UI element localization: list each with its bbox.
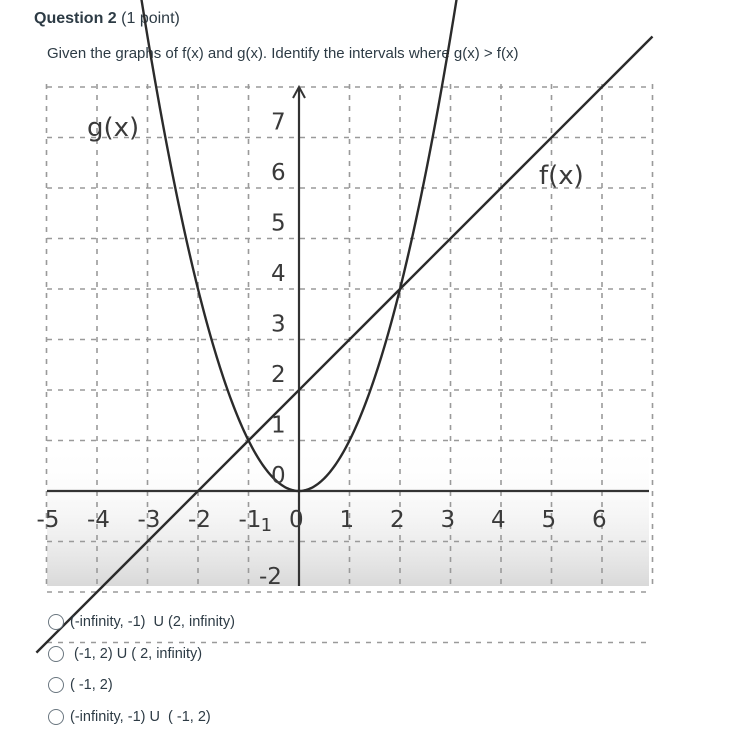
y-tick-label: 3 [271, 311, 286, 338]
answer-label: (-infinity, -1) U ( -1, 2) [70, 708, 211, 725]
x-tick-label: -3 [137, 507, 161, 533]
y-tick-label: 5 [271, 210, 286, 237]
answer-label: (-1, 2) U ( 2, infinity) [70, 645, 203, 662]
answer-option-1[interactable] [48, 612, 235, 632]
x-tick-label: 1 [339, 507, 355, 533]
question-header [34, 10, 180, 28]
g-label: g(x) [87, 113, 140, 143]
graph-image [36, 84, 649, 590]
x-tick-label: 1 [260, 515, 273, 536]
answer-options [48, 612, 235, 738]
y-tick-label: 2 [271, 362, 286, 388]
x-tick-label: 6 [592, 507, 607, 533]
answer-label: (-infinity, -1) U (2, infinity) [70, 614, 235, 630]
radio-button[interactable] [48, 614, 64, 630]
x-tick-label: 0 [289, 507, 304, 533]
x-tick-label: -2 [188, 507, 211, 533]
x-tick-label: -1 [238, 507, 262, 533]
answer-option-4[interactable] [48, 707, 235, 727]
x-tick-label: 5 [541, 507, 557, 533]
question-prompt: Given the graphs of f(x) and g(x). Identify the intervals where g(x) > f(x) [47, 45, 519, 62]
question-title: Question 2 [34, 10, 117, 27]
y-tick-label: 4 [271, 261, 286, 287]
y-tick-label: 1 [271, 412, 286, 439]
answer-option-2[interactable] [48, 644, 235, 664]
x-tick-label: 4 [491, 507, 506, 533]
x-tick-label: 3 [440, 507, 456, 533]
answer-option-3[interactable] [48, 675, 235, 695]
y-tick-label: -2 [259, 564, 282, 590]
answer-label: ( -1, 2) [70, 677, 113, 693]
radio-button[interactable] [48, 646, 64, 662]
graph-svg [36, 84, 649, 590]
y-tick-label: 7 [271, 109, 286, 136]
f-label: f(x) [539, 161, 584, 191]
x-tick-label: -5 [36, 507, 60, 533]
question-points: (1 point) [121, 10, 180, 27]
radio-button[interactable] [48, 709, 64, 725]
x-tick-label: -4 [87, 507, 110, 533]
x-tick-label: 2 [390, 507, 405, 533]
radio-button[interactable] [48, 677, 64, 693]
y-tick-label: 6 [271, 160, 286, 186]
y-tick-label: 0 [271, 463, 286, 489]
